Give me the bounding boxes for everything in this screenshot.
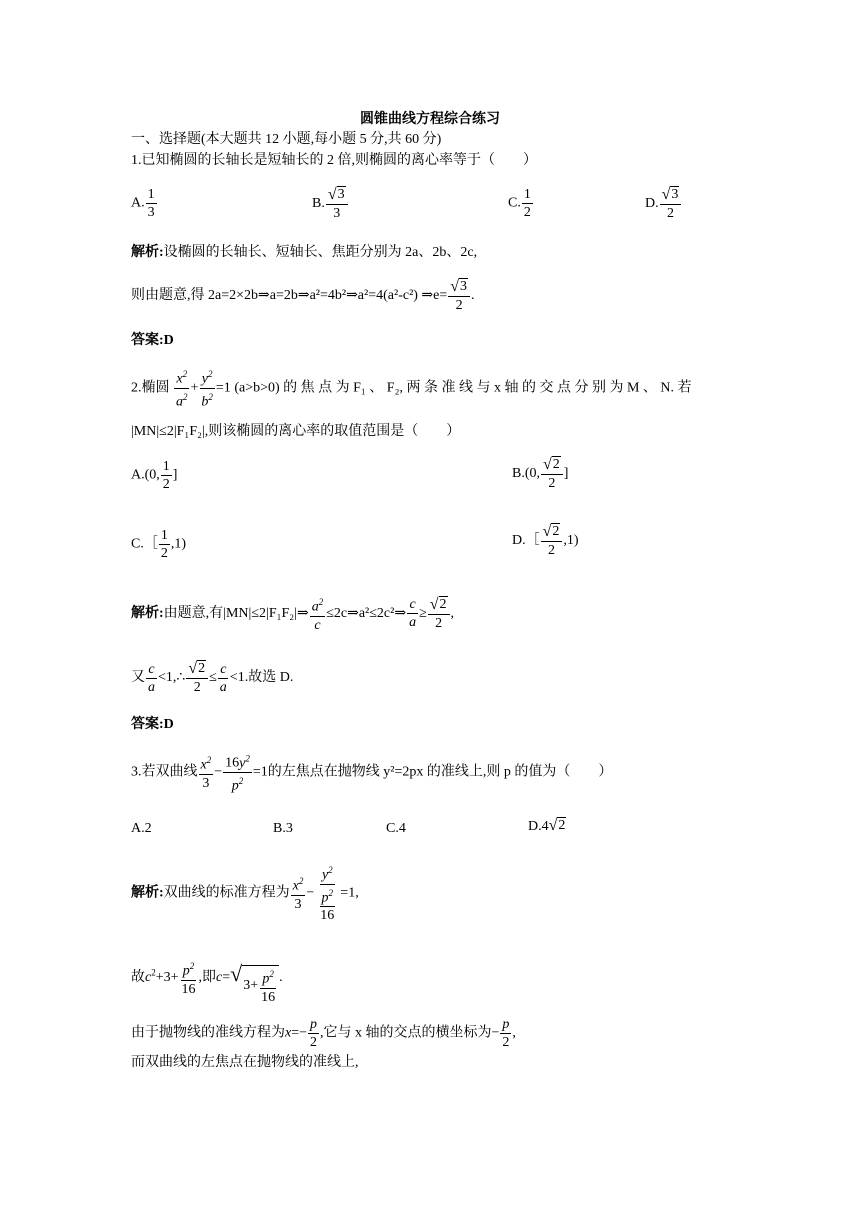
- page-title: 圆锥曲线方程综合练习: [360, 112, 500, 127]
- q3-option-b: B.3: [273, 821, 293, 836]
- q2-option-c: C.［ $\frac{1}{2}$ ,1): [131, 528, 187, 561]
- q1-option-b-label: B.: [312, 196, 325, 212]
- q2-stem-line1: 2.椭圆 $\frac{x^2}{a^2}$ + $\frac{y^2}{b^2}$ =1 (a>b>0) 的 焦 点 为 F₁ 、 F₂, 两 条 准 线 与 x 轴 的 交 点 分 别 为 M 、 N. 若: [131, 366, 692, 410]
- q2-option-a: A.(0, $\frac{1}{2}$ ]: [131, 459, 178, 492]
- q3-analysis-text1: 双曲线的标准方程为: [163, 885, 290, 901]
- q3-option-a: A.2: [131, 821, 152, 836]
- q3-stem: 3.若双曲线 $\frac{x^2}{3}$ − $\frac{16y^2}{p^2}$ =1的左焦点在抛物线 y²=2px 的准线上,则 p 的值为（ ）: [131, 750, 612, 794]
- q2-analysis-end: .故选 D.: [244, 670, 294, 686]
- q2-analysis-text1b: ≤2c⇒a²≤2c²⇒: [326, 606, 407, 622]
- q1-option-a: A. $\frac{1}{3}$: [131, 187, 155, 220]
- q3-analysis-line1: 解析:双曲线的标准方程为 $\frac{x^2}{3}$ − $\frac{y^2}{\frac{p^2}{16}}$ =1,: [131, 862, 359, 924]
- q3-analysis-text3a: 由于抛物线的准线方程为: [131, 1025, 285, 1041]
- q1-analysis-text1: 设椭圆的长轴长、短轴长、焦距分别为 2a、2b、2c,: [163, 245, 478, 260]
- q2-stem-line2: |MN|≤2|F₁F₂|,则该椭圆的离心率的取值范围是（ ）: [131, 424, 461, 439]
- q2-option-d-label: D.［: [512, 533, 540, 549]
- q1-analysis-text2: 则由题意,得 2a=2×2b⇒a=2b⇒a²=4b²⇒a²=4(a²-c²) ⇒e=: [131, 288, 448, 304]
- q1-stem: 1.已知椭圆的长轴长是短轴长的 2 倍,则椭圆的离心率等于（ ）: [131, 153, 537, 168]
- q3-stem-suffix: 的左焦点在抛物线 y²=2px 的准线上,则 p 的值为（ ）: [267, 764, 613, 780]
- q2-option-a-label: A.(0,: [131, 467, 160, 483]
- q1-answer: [131, 332, 174, 350]
- section-heading: 一、选择题(本大题共 12 小题,每小题 5 分,共 60 分): [131, 132, 442, 147]
- q2-option-a-bracket: ]: [172, 467, 178, 483]
- q1-analysis-label: 解析:: [131, 245, 164, 260]
- q3-option-d-label: D.: [528, 819, 542, 834]
- q2-option-b-label: B.(0,: [512, 466, 540, 482]
- q2-analysis-mid: ,∴: [172, 670, 186, 686]
- q2-analysis-label: 解析:: [131, 606, 164, 622]
- q2-option-d: D.［ √ 2 2 ,1): [512, 523, 579, 558]
- q2-option-c-label: C.［: [131, 536, 158, 552]
- q3-analysis-mid: ,即: [198, 970, 217, 986]
- q3-analysis-line3: 由于抛物线的准线方程为x=− $\frac{p}{2}$ ,它与 x 轴的交点的横坐标为− $\frac{p}{2}$ ,: [131, 1017, 516, 1050]
- q2-analysis-line2: 又 $\frac{c}{a}$ <1,∴ √ 2 2 ≤ $\frac{c}{a}$ <1.故选 D.: [131, 660, 294, 695]
- q2-answer-value: D: [163, 717, 174, 732]
- q2-answer-label: 答案:: [131, 717, 164, 732]
- q3-analysis-label: 解析:: [131, 885, 164, 901]
- q1-option-b: B. √ 3 3: [312, 186, 349, 222]
- q2-option-c-bracket: ,1): [170, 536, 187, 552]
- q2-option-b: B.(0, √ 2 2 ]: [512, 456, 569, 491]
- q2-stem-condition: (a>b>0) 的 焦 点 为 F₁ 、 F₂, 两 条 准 线 与 x 轴 的 交 点 分 别 为 M 、 N. 若: [234, 380, 692, 396]
- q3-analysis-line2: 故$c^2+3+$ $\frac{p^2}{16}$ ,即c= √ 3+ $\frac{p^2}{16}$ .: [131, 958, 283, 1006]
- q2-analysis-line1: 解析:由题意,有|MN|≤2|F₁F₂|⇒ $\frac{a^2}{c}$ ≤2c⇒a²≤2c²⇒ $\frac{c}{a}$ ≥ √ 2 2 ,: [131, 595, 455, 633]
- q3-analysis-prefix: 故: [131, 970, 145, 986]
- q1-option-d: D. √ 3 2: [645, 186, 682, 222]
- q1-option-d-label: D.: [645, 196, 659, 212]
- q2-option-d-bracket: ,1): [563, 533, 579, 549]
- q2-analysis-text1: 由题意,有|MN|≤2|F₁F₂|⇒: [163, 606, 309, 622]
- q3-analysis-line4: 而双曲线的左焦点在抛物线的准线上,: [131, 1055, 359, 1070]
- q2-answer: [131, 716, 174, 734]
- q1-option-c: C. $\frac{1}{2}$: [508, 187, 531, 220]
- q1-option-a-label: A.: [131, 195, 145, 211]
- q2-stem-prefix: 2.椭圆: [131, 380, 170, 396]
- q1-analysis-line1: [131, 244, 477, 262]
- q3-analysis-text3b: ,它与 x 轴的交点的横坐标为: [320, 1025, 492, 1041]
- q3-stem-prefix: 3.若双曲线: [131, 764, 198, 780]
- q1-analysis-line2: 则由题意,得 2a=2×2b⇒a=2b⇒a²=4b²⇒a²=4(a²-c²) ⇒e= √ 3 2 .: [131, 278, 475, 313]
- q2-option-b-bracket: ]: [563, 466, 569, 482]
- q3-option-c: C.4: [386, 821, 406, 836]
- q2-analysis-prefix: 又: [131, 670, 145, 686]
- q1-option-c-label: C.: [508, 195, 521, 211]
- q1-answer-label: 答案:: [131, 333, 164, 348]
- q1-answer-value: D: [163, 333, 174, 348]
- q3-option-d: D.4 √ 2: [528, 817, 566, 834]
